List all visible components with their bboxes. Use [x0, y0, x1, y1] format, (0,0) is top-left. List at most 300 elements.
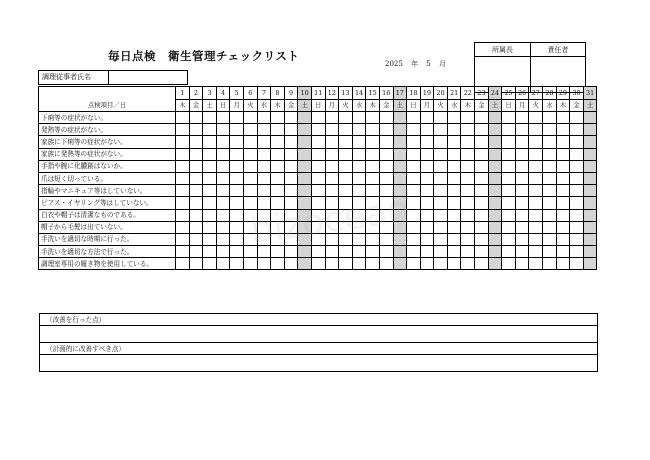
check-cell[interactable]	[447, 258, 461, 270]
check-cell[interactable]	[570, 258, 584, 270]
check-cell[interactable]	[407, 209, 421, 221]
check-cell[interactable]	[434, 209, 448, 221]
check-cell[interactable]	[475, 172, 489, 184]
check-cell[interactable]	[543, 258, 557, 270]
check-cell[interactable]	[311, 172, 325, 184]
check-cell[interactable]	[420, 172, 434, 184]
check-cell[interactable]	[298, 209, 312, 221]
check-cell[interactable]	[230, 221, 244, 233]
check-cell[interactable]	[488, 160, 502, 172]
check-cell[interactable]	[379, 160, 393, 172]
check-cell[interactable]	[176, 185, 190, 197]
check-cell[interactable]	[556, 185, 570, 197]
check-cell[interactable]	[311, 185, 325, 197]
check-cell[interactable]	[216, 124, 230, 136]
check-cell[interactable]	[243, 197, 257, 209]
check-cell[interactable]	[352, 148, 366, 160]
check-cell[interactable]	[556, 233, 570, 245]
staff-name-field[interactable]	[109, 71, 187, 84]
check-cell[interactable]	[461, 172, 475, 184]
check-cell[interactable]	[325, 209, 339, 221]
check-cell[interactable]	[379, 148, 393, 160]
check-cell[interactable]	[243, 136, 257, 148]
check-cell[interactable]	[379, 112, 393, 124]
check-cell[interactable]	[243, 246, 257, 258]
check-cell[interactable]	[379, 172, 393, 184]
check-cell[interactable]	[257, 185, 271, 197]
check-cell[interactable]	[393, 148, 407, 160]
check-cell[interactable]	[570, 124, 584, 136]
check-cell[interactable]	[515, 246, 529, 258]
check-cell[interactable]	[556, 136, 570, 148]
check-cell[interactable]	[556, 160, 570, 172]
check-cell[interactable]	[366, 221, 380, 233]
check-cell[interactable]	[176, 209, 190, 221]
check-cell[interactable]	[515, 112, 529, 124]
check-cell[interactable]	[257, 136, 271, 148]
check-cell[interactable]	[570, 209, 584, 221]
check-cell[interactable]	[570, 197, 584, 209]
check-cell[interactable]	[298, 233, 312, 245]
check-cell[interactable]	[352, 124, 366, 136]
check-cell[interactable]	[529, 221, 543, 233]
check-cell[interactable]	[189, 112, 203, 124]
check-cell[interactable]	[515, 233, 529, 245]
check-cell[interactable]	[379, 233, 393, 245]
check-cell[interactable]	[176, 172, 190, 184]
check-cell[interactable]	[543, 185, 557, 197]
check-cell[interactable]	[352, 136, 366, 148]
check-cell[interactable]	[257, 124, 271, 136]
check-cell[interactable]	[366, 148, 380, 160]
check-cell[interactable]	[543, 172, 557, 184]
check-cell[interactable]	[556, 197, 570, 209]
check-cell[interactable]	[203, 233, 217, 245]
check-cell[interactable]	[515, 160, 529, 172]
check-cell[interactable]	[189, 221, 203, 233]
check-cell[interactable]	[420, 148, 434, 160]
check-cell[interactable]	[216, 209, 230, 221]
check-cell[interactable]	[379, 124, 393, 136]
check-cell[interactable]	[583, 221, 597, 233]
check-cell[interactable]	[447, 148, 461, 160]
check-cell[interactable]	[203, 172, 217, 184]
check-cell[interactable]	[284, 172, 298, 184]
check-cell[interactable]	[556, 148, 570, 160]
check-cell[interactable]	[488, 233, 502, 245]
check-cell[interactable]	[298, 246, 312, 258]
check-cell[interactable]	[339, 258, 353, 270]
check-cell[interactable]	[230, 124, 244, 136]
check-cell[interactable]	[325, 197, 339, 209]
check-cell[interactable]	[257, 246, 271, 258]
check-cell[interactable]	[529, 185, 543, 197]
check-cell[interactable]	[583, 209, 597, 221]
check-cell[interactable]	[271, 160, 285, 172]
check-cell[interactable]	[298, 172, 312, 184]
check-cell[interactable]	[257, 209, 271, 221]
check-cell[interactable]	[393, 124, 407, 136]
check-cell[interactable]	[284, 112, 298, 124]
check-cell[interactable]	[366, 258, 380, 270]
check-cell[interactable]	[271, 197, 285, 209]
check-cell[interactable]	[407, 258, 421, 270]
check-cell[interactable]	[176, 148, 190, 160]
check-cell[interactable]	[284, 258, 298, 270]
check-cell[interactable]	[570, 246, 584, 258]
check-cell[interactable]	[502, 148, 516, 160]
check-cell[interactable]	[461, 246, 475, 258]
check-cell[interactable]	[502, 233, 516, 245]
check-cell[interactable]	[230, 160, 244, 172]
check-cell[interactable]	[366, 233, 380, 245]
check-cell[interactable]	[447, 172, 461, 184]
check-cell[interactable]	[352, 258, 366, 270]
check-cell[interactable]	[407, 233, 421, 245]
check-cell[interactable]	[216, 148, 230, 160]
check-cell[interactable]	[257, 197, 271, 209]
check-cell[interactable]	[447, 233, 461, 245]
check-cell[interactable]	[189, 124, 203, 136]
check-cell[interactable]	[543, 148, 557, 160]
check-cell[interactable]	[257, 221, 271, 233]
check-cell[interactable]	[543, 112, 557, 124]
check-cell[interactable]	[461, 160, 475, 172]
check-cell[interactable]	[311, 197, 325, 209]
check-cell[interactable]	[230, 258, 244, 270]
check-cell[interactable]	[257, 112, 271, 124]
check-cell[interactable]	[352, 221, 366, 233]
check-cell[interactable]	[515, 197, 529, 209]
check-cell[interactable]	[325, 148, 339, 160]
check-cell[interactable]	[203, 246, 217, 258]
check-cell[interactable]	[311, 246, 325, 258]
check-cell[interactable]	[543, 221, 557, 233]
check-cell[interactable]	[502, 112, 516, 124]
check-cell[interactable]	[298, 221, 312, 233]
check-cell[interactable]	[243, 233, 257, 245]
check-cell[interactable]	[502, 160, 516, 172]
check-cell[interactable]	[488, 136, 502, 148]
check-cell[interactable]	[216, 221, 230, 233]
check-cell[interactable]	[529, 112, 543, 124]
check-cell[interactable]	[475, 124, 489, 136]
check-cell[interactable]	[407, 112, 421, 124]
check-cell[interactable]	[529, 124, 543, 136]
check-cell[interactable]	[447, 197, 461, 209]
check-cell[interactable]	[339, 197, 353, 209]
check-cell[interactable]	[230, 246, 244, 258]
check-cell[interactable]	[488, 185, 502, 197]
check-cell[interactable]	[515, 258, 529, 270]
check-cell[interactable]	[243, 160, 257, 172]
check-cell[interactable]	[203, 112, 217, 124]
check-cell[interactable]	[420, 160, 434, 172]
check-cell[interactable]	[203, 136, 217, 148]
check-cell[interactable]	[298, 136, 312, 148]
check-cell[interactable]	[570, 185, 584, 197]
check-cell[interactable]	[393, 221, 407, 233]
check-cell[interactable]	[502, 209, 516, 221]
check-cell[interactable]	[257, 148, 271, 160]
check-cell[interactable]	[189, 233, 203, 245]
check-cell[interactable]	[189, 148, 203, 160]
check-cell[interactable]	[502, 246, 516, 258]
check-cell[interactable]	[434, 160, 448, 172]
check-cell[interactable]	[339, 185, 353, 197]
check-cell[interactable]	[379, 136, 393, 148]
check-cell[interactable]	[583, 148, 597, 160]
check-cell[interactable]	[243, 185, 257, 197]
check-cell[interactable]	[203, 197, 217, 209]
check-cell[interactable]	[203, 160, 217, 172]
check-cell[interactable]	[216, 160, 230, 172]
check-cell[interactable]	[243, 209, 257, 221]
check-cell[interactable]	[583, 124, 597, 136]
check-cell[interactable]	[216, 112, 230, 124]
check-cell[interactable]	[515, 209, 529, 221]
check-cell[interactable]	[311, 112, 325, 124]
check-cell[interactable]	[379, 197, 393, 209]
check-cell[interactable]	[447, 124, 461, 136]
check-cell[interactable]	[284, 148, 298, 160]
check-cell[interactable]	[311, 209, 325, 221]
check-cell[interactable]	[583, 160, 597, 172]
check-cell[interactable]	[284, 197, 298, 209]
check-cell[interactable]	[543, 197, 557, 209]
check-cell[interactable]	[475, 258, 489, 270]
check-cell[interactable]	[420, 112, 434, 124]
check-cell[interactable]	[366, 124, 380, 136]
check-cell[interactable]	[420, 185, 434, 197]
check-cell[interactable]	[502, 185, 516, 197]
check-cell[interactable]	[284, 246, 298, 258]
check-cell[interactable]	[447, 185, 461, 197]
check-cell[interactable]	[543, 136, 557, 148]
check-cell[interactable]	[556, 172, 570, 184]
check-cell[interactable]	[271, 221, 285, 233]
check-cell[interactable]	[447, 246, 461, 258]
check-cell[interactable]	[271, 112, 285, 124]
check-cell[interactable]	[461, 185, 475, 197]
check-cell[interactable]	[366, 172, 380, 184]
check-cell[interactable]	[352, 233, 366, 245]
check-cell[interactable]	[311, 258, 325, 270]
check-cell[interactable]	[339, 221, 353, 233]
check-cell[interactable]	[488, 124, 502, 136]
check-cell[interactable]	[176, 246, 190, 258]
check-cell[interactable]	[216, 136, 230, 148]
check-cell[interactable]	[379, 258, 393, 270]
check-cell[interactable]	[502, 124, 516, 136]
check-cell[interactable]	[461, 112, 475, 124]
check-cell[interactable]	[543, 209, 557, 221]
check-cell[interactable]	[352, 197, 366, 209]
check-cell[interactable]	[379, 246, 393, 258]
check-cell[interactable]	[271, 233, 285, 245]
check-cell[interactable]	[366, 185, 380, 197]
check-cell[interactable]	[257, 258, 271, 270]
check-cell[interactable]	[352, 246, 366, 258]
check-cell[interactable]	[393, 185, 407, 197]
check-cell[interactable]	[339, 112, 353, 124]
check-cell[interactable]	[556, 258, 570, 270]
check-cell[interactable]	[529, 209, 543, 221]
check-cell[interactable]	[434, 258, 448, 270]
check-cell[interactable]	[325, 233, 339, 245]
check-cell[interactable]	[189, 185, 203, 197]
check-cell[interactable]	[529, 172, 543, 184]
check-cell[interactable]	[393, 197, 407, 209]
check-cell[interactable]	[488, 209, 502, 221]
check-cell[interactable]	[570, 221, 584, 233]
check-cell[interactable]	[570, 172, 584, 184]
check-cell[interactable]	[434, 185, 448, 197]
check-cell[interactable]	[515, 172, 529, 184]
check-cell[interactable]	[271, 136, 285, 148]
check-cell[interactable]	[243, 258, 257, 270]
check-cell[interactable]	[420, 197, 434, 209]
check-cell[interactable]	[461, 233, 475, 245]
check-cell[interactable]	[488, 112, 502, 124]
check-cell[interactable]	[461, 197, 475, 209]
check-cell[interactable]	[515, 185, 529, 197]
check-cell[interactable]	[447, 221, 461, 233]
check-cell[interactable]	[203, 209, 217, 221]
check-cell[interactable]	[447, 160, 461, 172]
check-cell[interactable]	[203, 124, 217, 136]
check-cell[interactable]	[434, 112, 448, 124]
check-cell[interactable]	[529, 160, 543, 172]
check-cell[interactable]	[366, 112, 380, 124]
check-cell[interactable]	[420, 258, 434, 270]
check-cell[interactable]	[284, 221, 298, 233]
check-cell[interactable]	[352, 209, 366, 221]
check-cell[interactable]	[366, 160, 380, 172]
check-cell[interactable]	[176, 221, 190, 233]
check-cell[interactable]	[393, 172, 407, 184]
check-cell[interactable]	[570, 160, 584, 172]
check-cell[interactable]	[407, 136, 421, 148]
check-cell[interactable]	[325, 112, 339, 124]
check-cell[interactable]	[339, 233, 353, 245]
check-cell[interactable]	[257, 160, 271, 172]
check-cell[interactable]	[216, 197, 230, 209]
check-cell[interactable]	[556, 221, 570, 233]
check-cell[interactable]	[556, 124, 570, 136]
check-cell[interactable]	[216, 233, 230, 245]
check-cell[interactable]	[325, 160, 339, 172]
check-cell[interactable]	[434, 233, 448, 245]
check-cell[interactable]	[570, 112, 584, 124]
check-cell[interactable]	[379, 221, 393, 233]
check-cell[interactable]	[393, 160, 407, 172]
check-cell[interactable]	[488, 148, 502, 160]
check-cell[interactable]	[475, 148, 489, 160]
check-cell[interactable]	[298, 148, 312, 160]
check-cell[interactable]	[583, 172, 597, 184]
check-cell[interactable]	[583, 136, 597, 148]
check-cell[interactable]	[230, 233, 244, 245]
check-cell[interactable]	[407, 197, 421, 209]
check-cell[interactable]	[556, 246, 570, 258]
check-cell[interactable]	[243, 124, 257, 136]
check-cell[interactable]	[339, 160, 353, 172]
check-cell[interactable]	[189, 258, 203, 270]
check-cell[interactable]	[447, 209, 461, 221]
check-cell[interactable]	[420, 124, 434, 136]
check-cell[interactable]	[271, 148, 285, 160]
check-cell[interactable]	[366, 136, 380, 148]
check-cell[interactable]	[529, 136, 543, 148]
check-cell[interactable]	[243, 112, 257, 124]
check-cell[interactable]	[311, 233, 325, 245]
check-cell[interactable]	[488, 246, 502, 258]
check-cell[interactable]	[502, 258, 516, 270]
check-cell[interactable]	[529, 258, 543, 270]
check-cell[interactable]	[311, 136, 325, 148]
check-cell[interactable]	[176, 112, 190, 124]
check-cell[interactable]	[488, 172, 502, 184]
check-cell[interactable]	[230, 197, 244, 209]
check-cell[interactable]	[176, 233, 190, 245]
check-cell[interactable]	[189, 136, 203, 148]
check-cell[interactable]	[284, 185, 298, 197]
check-cell[interactable]	[339, 209, 353, 221]
check-cell[interactable]	[176, 258, 190, 270]
check-cell[interactable]	[407, 172, 421, 184]
check-cell[interactable]	[393, 258, 407, 270]
check-cell[interactable]	[379, 185, 393, 197]
check-cell[interactable]	[339, 124, 353, 136]
planned-improvements-field[interactable]	[40, 355, 597, 371]
check-cell[interactable]	[475, 221, 489, 233]
check-cell[interactable]	[298, 197, 312, 209]
check-cell[interactable]	[475, 197, 489, 209]
check-cell[interactable]	[502, 221, 516, 233]
check-cell[interactable]	[243, 221, 257, 233]
check-cell[interactable]	[515, 221, 529, 233]
check-cell[interactable]	[366, 246, 380, 258]
check-cell[interactable]	[339, 172, 353, 184]
check-cell[interactable]	[325, 124, 339, 136]
check-cell[interactable]	[230, 136, 244, 148]
check-cell[interactable]	[243, 148, 257, 160]
check-cell[interactable]	[393, 233, 407, 245]
check-cell[interactable]	[393, 112, 407, 124]
check-cell[interactable]	[447, 112, 461, 124]
check-cell[interactable]	[284, 160, 298, 172]
check-cell[interactable]	[189, 246, 203, 258]
check-cell[interactable]	[461, 221, 475, 233]
check-cell[interactable]	[216, 185, 230, 197]
check-cell[interactable]	[311, 124, 325, 136]
check-cell[interactable]	[515, 124, 529, 136]
check-cell[interactable]	[461, 258, 475, 270]
check-cell[interactable]	[434, 148, 448, 160]
check-cell[interactable]	[284, 124, 298, 136]
check-cell[interactable]	[176, 197, 190, 209]
check-cell[interactable]	[271, 209, 285, 221]
check-cell[interactable]	[298, 185, 312, 197]
check-cell[interactable]	[529, 148, 543, 160]
check-cell[interactable]	[420, 233, 434, 245]
check-cell[interactable]	[366, 209, 380, 221]
check-cell[interactable]	[475, 209, 489, 221]
improved-points-field[interactable]	[40, 326, 597, 343]
check-cell[interactable]	[407, 185, 421, 197]
check-cell[interactable]	[461, 124, 475, 136]
